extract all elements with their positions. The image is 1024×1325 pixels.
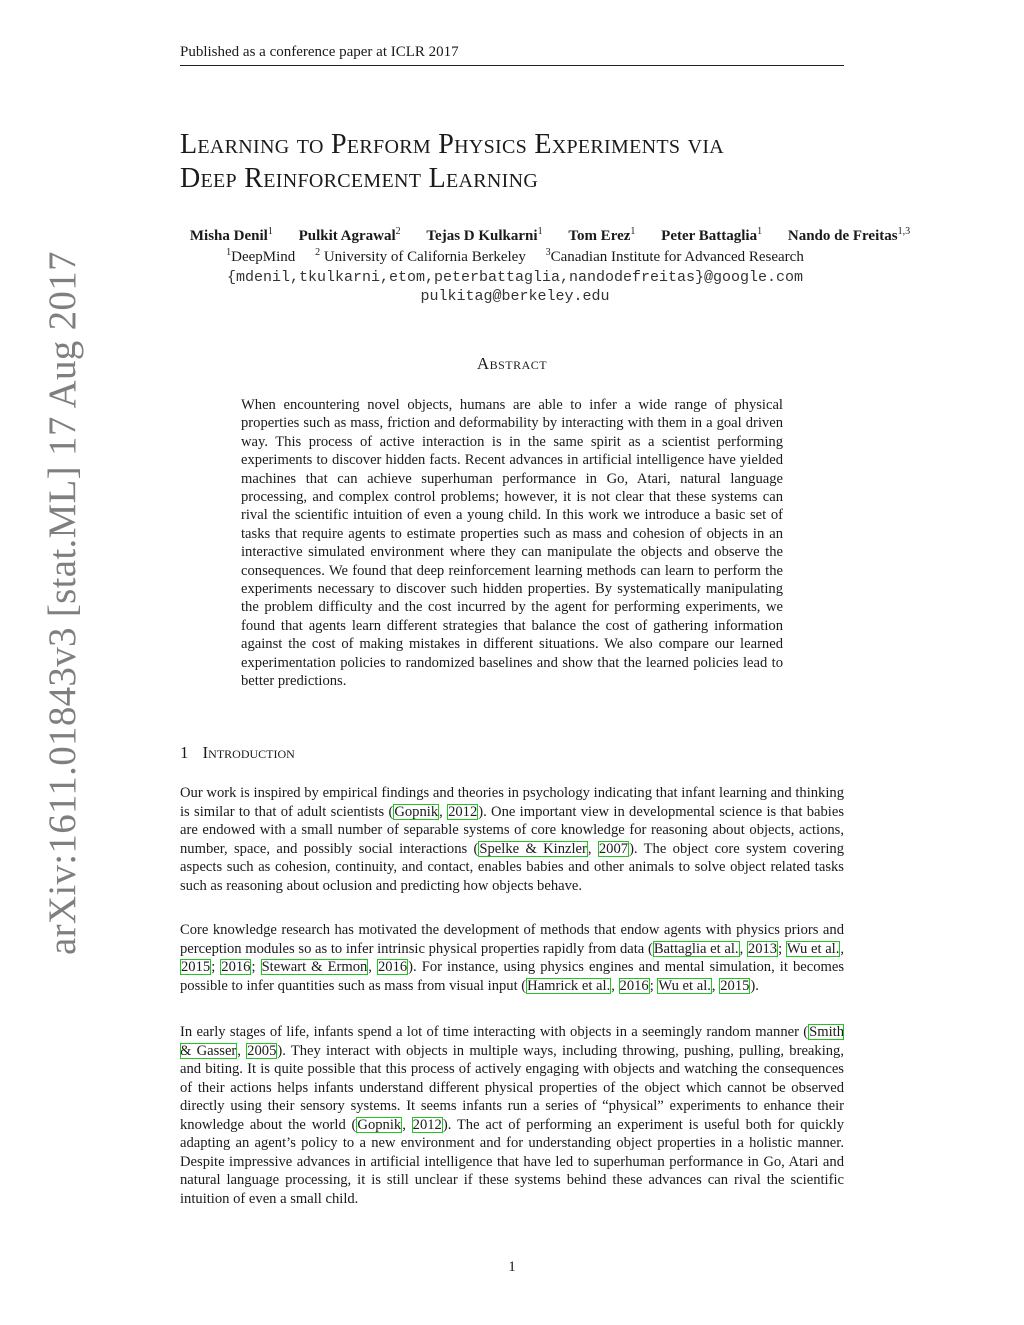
arxiv-identifier: arXiv:1611.01843v3 [stat.ML] 17 Aug 2017 bbox=[41, 251, 84, 955]
section-title: Introduction bbox=[202, 743, 295, 762]
intro-paragraph-3: In early stages of life, infants spend a lot of time interacting with objects in a seemingly random manner (Smith & Gasser, 2005). They interact with objects in multiple ways, including throwing, pushing, pulling, breaking, and biting. It is quite possible that this process of actively engaging with objects and watching the consequences of their actions helps infants understand different physical properties of the object which cannot be observed directly using their sensory systems. It seems infants run a series of “physical” experiments to enhance their knowledge about the world (Gopnik, 2012). The act of performing an experiment is useful both for quickly adapting an agent’s policy to a new environment and for understanding object properties in a holistic manner. Despite impressive advances in artificial intelligence that have led to superhuman performance in Go, Atari and natural language processing, it is still unclear if these systems behind these advances can rival the scientific intuition of even a small child. bbox=[180, 1024, 844, 1207]
citation-link[interactable]: 2016 bbox=[377, 959, 408, 975]
author-4: Tom Erez$^1$ bbox=[568, 226, 636, 244]
running-header: Published as a conference paper at ICLR 2017 bbox=[180, 44, 844, 66]
email-block bbox=[120, 268, 910, 306]
affiliation-3: $^3$Canadian Institute for Advanced Research bbox=[545, 247, 804, 265]
citation-link[interactable]: Stewart & Ermon bbox=[261, 959, 368, 975]
citation-link[interactable]: 2007 bbox=[598, 840, 629, 857]
title-line-2: Deep Reinforcement Learning bbox=[180, 163, 539, 194]
citation-link[interactable]: Gopnik bbox=[357, 1116, 402, 1133]
abstract-body: When encountering novel objects, humans are able to infer a wide range of physical properties such as mass, friction and deformability by interacting with them in a goal driven way. This process of active interaction is in the same spirit as a scientist performing experiments to discover hidden facts. Recent advances in artificial intelligence have yielded machines that can achieve superhuman performance in Go, Atari, natural language processing, and complex control problems; however, it is not clear that these systems can rival the scientific intuition of even a young child. In this work we introduce a basic set of tasks that require agents to estimate properties such as mass and cohesion of objects in an interactive simulated environment where they can manipulate the objects and observe the consequences. We found that deep reinforcement learning methods can learn to perform the experiments necessary to discover such hidden properties. By systematically manipulating the problem difficulty and the cost incurred by the agent for performing experiments, we found that agents learn different strategies that balance the cost of gathering information against the cost of making mistakes in different situations. We also compare our learned experimentation policies to randomized baselines and show that the learned policies lead to better predictions. bbox=[241, 397, 783, 690]
author-5: Peter Battaglia$^1$ bbox=[661, 226, 763, 244]
citation-link[interactable]: 2012 bbox=[412, 1116, 442, 1133]
citation-link[interactable]: Wu et al. bbox=[786, 940, 840, 957]
citation-link[interactable]: 2016 bbox=[221, 959, 251, 975]
citation-link[interactable]: Wu et al. bbox=[658, 977, 711, 994]
citation-link[interactable]: Battaglia et al. bbox=[653, 940, 739, 957]
citation-link[interactable]: 2013 bbox=[747, 940, 778, 957]
affiliation-2: $^2$ University of California Berkeley bbox=[315, 247, 526, 265]
affiliation-list bbox=[120, 247, 910, 266]
author-list bbox=[120, 226, 980, 245]
citation-link[interactable]: Spelke & Kinzler bbox=[479, 840, 587, 857]
author-3: Tejas D Kulkarni$^1$ bbox=[426, 226, 543, 244]
section-number: 1 bbox=[180, 743, 189, 762]
citation-link[interactable]: 2005 bbox=[247, 1042, 277, 1059]
title-line-1: Learning to Perform Physics Experiments via bbox=[180, 129, 725, 160]
citation-link[interactable]: 2012 bbox=[448, 803, 478, 820]
page-number: 1 bbox=[508, 1259, 516, 1275]
intro-paragraph-1: Our work is inspired by empirical findings and theories in psychology indicating that infant learning and thinking is similar to that of adult scientists (Gopnik, 2012). One important view in developmental science is that babies are endowed with a small number of separable systems of core knowledge for reasoning about objects, actions, number, space, and possibly social interactions (Spelke & Kinzler, 2007). The object core system covering aspects such as cohesion, continuity, and contact, enables babies and other animals to solve object related tasks such as reasoning about oclusion and predicting how objects behave. bbox=[180, 785, 845, 894]
email-line-2: pulkitag@berkeley.edu bbox=[420, 288, 610, 305]
author-1: Misha Denil$^1$ bbox=[189, 226, 273, 244]
citation-link[interactable]: 2015 bbox=[181, 959, 211, 975]
citation-link[interactable]: 2016 bbox=[619, 977, 649, 994]
intro-paragraph-2: Core knowledge research has motivated the development of methods that endow agents with physics priors and perception modules so as to infer intrinsic physical properties rapidly from data (Battaglia et al., 2013; Wu et al., 2015; 2016; Stewart & Ermon, 2016). For instance, using physics engines and mental simulation, it becomes possible to infer quantities such as mass from visual input (Hamrick et al., 2016; Wu et al., 2015). bbox=[180, 922, 845, 994]
section-heading bbox=[180, 743, 295, 763]
author-2: Pulkit Agrawal$^2$ bbox=[298, 226, 401, 244]
citation-link[interactable]: Hamrick et al. bbox=[527, 977, 611, 994]
citation-link[interactable]: Smith & Gasser bbox=[180, 1024, 844, 1059]
paper-title bbox=[180, 128, 880, 196]
citation-link[interactable]: Gopnik bbox=[394, 803, 439, 820]
abstract-heading: Abstract bbox=[476, 354, 548, 373]
author-6: Nando de Freitas$^{1,3}$ bbox=[787, 226, 911, 244]
email-line-1: {mdenil,tkulkarni,etom,peterbattaglia,nandodefreitas}@google.com bbox=[226, 269, 804, 286]
citation-link[interactable]: 2015 bbox=[720, 977, 750, 994]
affiliation-1: $^1$DeepMind bbox=[226, 247, 296, 265]
